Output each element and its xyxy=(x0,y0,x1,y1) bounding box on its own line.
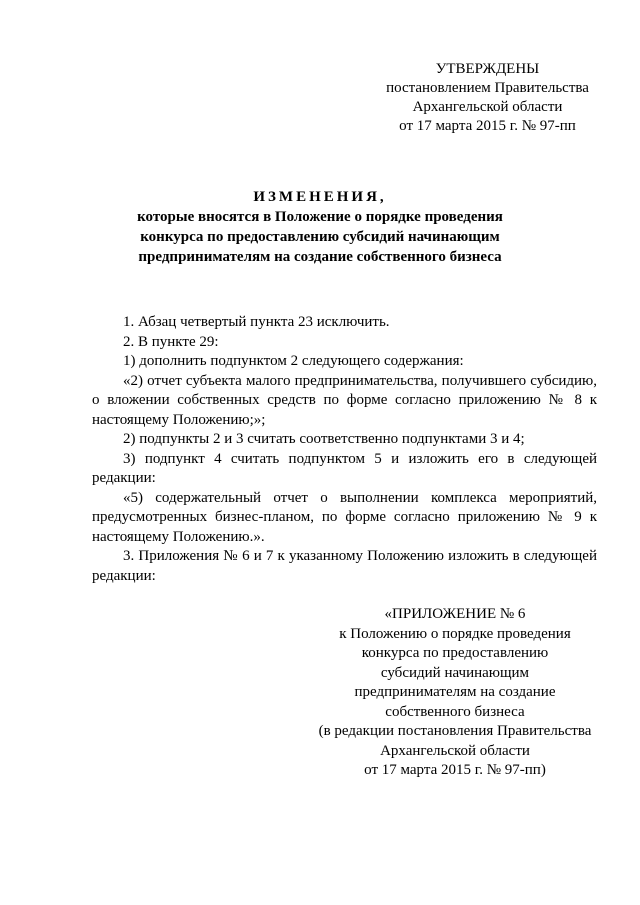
appendix-line: «ПРИЛОЖЕНИЕ № 6 xyxy=(384,606,526,622)
approved-line: от 17 марта 2015 г. № 97-пп xyxy=(399,118,576,134)
appendix-line: от 17 марта 2015 г. № 97-пп) xyxy=(364,762,546,778)
appendix-line: (в редакции постановления Правительства xyxy=(318,723,592,739)
body-paragraph: «5) содержательный отчет о выполнении комплекса мероприятий, предусмотренных бизнес-планом, по форме согласно приложению № 9 к настоящему Положению.». xyxy=(92,489,597,545)
title-line: конкурса по предоставлению субсидий начинающим xyxy=(140,229,500,245)
appendix-line: Архангельской области xyxy=(380,742,530,759)
approved-line: постановлением Правительства xyxy=(386,80,589,96)
body-paragraph: «2) отчет субъекта малого предпринимательства, получившего субсидию, о вложении собственных средств по форме согласно приложению № 8 к настоящему Положению;»; xyxy=(92,372,597,428)
body-paragraph: 3) подпункт 4 считать подпунктом 5 и изложить его в следующей редакции: xyxy=(92,450,597,486)
body-paragraph: 3. Приложения № 6 и 7 к указанному Положению изложить в следующей редакции: xyxy=(92,548,597,584)
title-line: предпринимателям на создание собственного бизнеса xyxy=(138,249,502,265)
body-paragraph: 2) подпункты 2 и 3 считать соответственно подпунктами 3 и 4; xyxy=(123,431,525,447)
appendix-line: субсидий начинающим xyxy=(380,664,530,681)
document-title xyxy=(110,187,530,267)
appendix-line: конкурса по предоставлению xyxy=(361,645,549,661)
body-paragraph: 2. В пункте 29: xyxy=(123,333,219,350)
approved-line: Архангельской области xyxy=(412,99,563,115)
appendix-line: к Положению о порядке проведения xyxy=(339,625,571,642)
appendix-line: собственного бизнеса xyxy=(385,703,525,720)
document-body xyxy=(92,313,597,586)
approved-heading: УТВЕРЖДЕНЫ xyxy=(435,61,540,77)
appendix-header xyxy=(305,605,605,781)
approval-stamp-block xyxy=(380,60,595,136)
title-heading: ИЗМЕНЕНИЯ, xyxy=(253,189,387,205)
body-paragraph: 1. Абзац четвертый пункта 23 исключить. xyxy=(123,314,390,330)
body-paragraph: 1) дополнить подпунктом 2 следующего содержания: xyxy=(123,353,464,369)
title-line: которые вносятся в Положение о порядке проведения xyxy=(137,209,503,225)
appendix-line: предпринимателям на создание xyxy=(354,684,556,700)
